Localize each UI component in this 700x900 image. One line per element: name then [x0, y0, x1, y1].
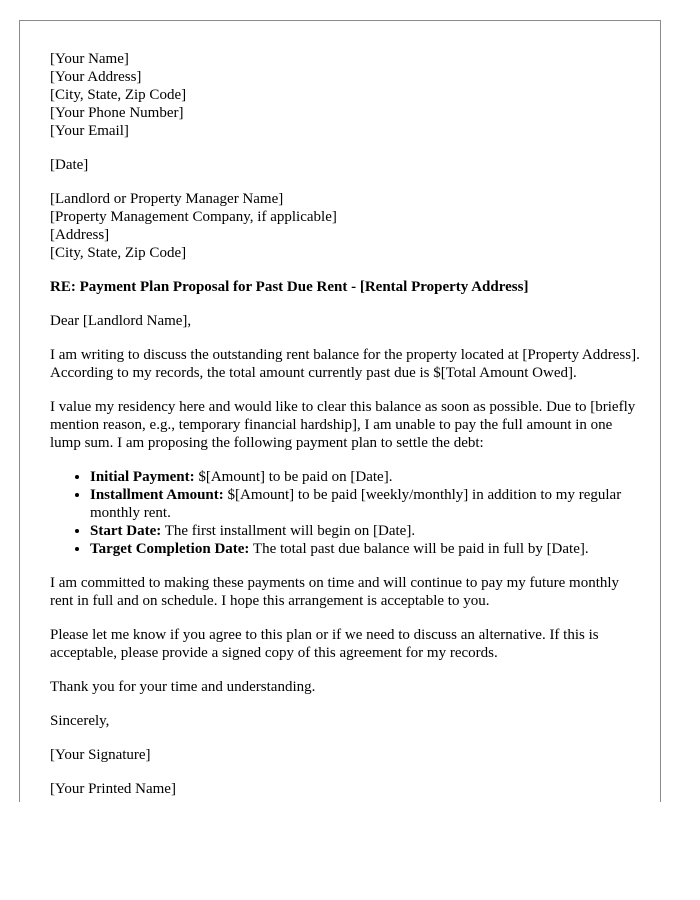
- recipient-block: [50, 190, 640, 262]
- list-item: [90, 486, 640, 522]
- intro-paragraph: I am writing to discuss the outstanding rent balance for the property located at [Property Address]. According to my records, the total amount currently past due is $[Total Amount Owed].: [50, 347, 640, 381]
- list-item: [90, 468, 640, 486]
- recipient-city-state-zip: [City, State, Zip Code]: [50, 245, 187, 261]
- salutation: Dear [Landlord Name],: [50, 313, 192, 329]
- recipient-company: [Property Management Company, if applicable]: [50, 209, 337, 225]
- letter-page: [19, 20, 661, 802]
- reason-paragraph: I value my residency here and would like to clear this balance as soon as possible. Due to [briefly mention reason, e.g., temporary financial hardship], I am unable to pay the full amount in one lump sum. I am proposing the following payment plan to settle the debt:: [50, 399, 636, 451]
- signature-line: [Your Signature]: [50, 747, 151, 763]
- thanks-paragraph: Thank you for your time and understanding.: [50, 679, 316, 695]
- request-paragraph: Please let me know if you agree to this plan or if we need to discuss an alternative. If this is acceptable, please provide a signed copy of this agreement for my records.: [50, 627, 599, 661]
- sender-city-state-zip: [City, State, Zip Code]: [50, 87, 187, 103]
- printed-name-line: [Your Printed Name]: [50, 781, 176, 797]
- plan-item-label: Start Date:: [90, 523, 162, 539]
- recipient-address: [Address]: [50, 227, 110, 243]
- list-item: [90, 540, 640, 558]
- plan-item-label: Installment Amount:: [90, 487, 224, 503]
- plan-item-text: The total past due balance will be paid in full by [Date].: [249, 541, 589, 557]
- list-item: [90, 522, 640, 540]
- sender-email: [Your Email]: [50, 123, 129, 139]
- sender-phone: [Your Phone Number]: [50, 105, 184, 121]
- letter-content: [50, 50, 640, 802]
- valediction: Sincerely,: [50, 713, 110, 729]
- payment-plan-list: [50, 468, 640, 558]
- plan-item-text: $[Amount] to be paid [weekly/monthly] in addition to my regular monthly rent.: [90, 487, 622, 521]
- sender-block: [50, 50, 640, 140]
- plan-item-label: Target Completion Date:: [90, 541, 250, 557]
- commitment-paragraph: I am committed to making these payments on time and will continue to pay my future monthly rent in full and on schedule. I hope this arrangement is acceptable to you.: [50, 575, 620, 609]
- letter-date: [Date]: [50, 157, 89, 173]
- plan-item-text: The first installment will begin on [Date].: [161, 523, 416, 539]
- plan-item-text: $[Amount] to be paid on [Date].: [194, 469, 393, 485]
- recipient-name: [Landlord or Property Manager Name]: [50, 191, 284, 207]
- sender-name: [Your Name]: [50, 51, 129, 67]
- plan-item-label: Initial Payment:: [90, 469, 195, 485]
- subject-line: RE: Payment Plan Proposal for Past Due Rent - [Rental Property Address]: [50, 279, 529, 295]
- sender-address: [Your Address]: [50, 69, 142, 85]
